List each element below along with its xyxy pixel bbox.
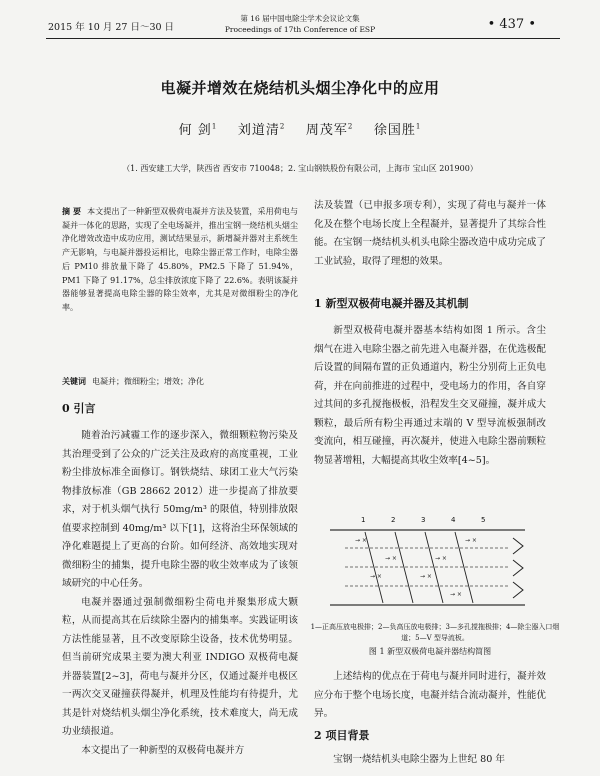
callout-3: 3 [421,516,426,524]
channel-dividers [345,548,510,586]
author: 刘道清$^2$ [237,122,286,138]
author-list [0,119,600,138]
right-column-continuation [314,197,546,271]
svg-text:→ ×: → × [385,555,397,562]
abstract-text: 本文提出了一种新型双极荷电凝并方法及装置，采用荷电与凝并一体化的思路，实现了全电场凝并，推出宝钢一烧结机头烟尘净化增效改造中成功应用，测试结果显示，新增凝并器对主系统生产无影响，与电凝并器投运相比，电除尘器正常工作时，电除尘器后 PM10 排放量下降了 45.80%，PM2.5 下降了 51.94%，PM1 下降了 91.17%，总尘排放浓度下降了 22.6%。表明该凝并器能够显著提高电除尘器的除尘效率，尤其是对微细粉尘的净化率。 [62,207,298,312]
header-rule [46,38,560,39]
section-heading-mechanism: 1 新型双极荷电凝并器及其机制 [314,297,469,310]
callout-4: 4 [451,516,456,524]
svg-text:→ ×: → × [420,573,432,580]
v-guide-plates [513,538,523,598]
callout-2: 2 [391,516,396,524]
abstract-label: 摘 要 [62,206,82,216]
background-body [314,751,546,770]
section-heading-background: 2 项目背景 [314,729,370,742]
affiliation: （1. 西安建工大学，陕西省 西安市 710048；2. 宝山钢铁股份有限公司，上海市 宝山区 201900） [122,164,478,173]
author: 周茂军$^2$ [305,122,354,138]
paragraph: 新型双极荷电凝并器基本结构如图 1 所示。含尘烟气在进入电除尘器之前先进入电凝并器，在优选极配后设置的间隔布置的正负通道内，粉尘分别荷上正负电荷，并在向前推进的过程中，受电场力的作用，各自穿过其间的多孔搅拖极板，沿程发生交叉碰撞，凝并成大颗粒，最后所有粉尘再通过末端的 V 型导流板强制改变流向，相互碰撞，再次凝并，使进入电除尘器前颗粒物显著增粗，大幅提高其收尘效率[4~5]。 [314,325,546,466]
coagulator-diagram [325,510,545,615]
paper-title: 电凝并增效在烧结机头烟尘净化中的应用 [160,79,440,97]
svg-text:→ ×: → × [370,573,382,580]
callout-5: 5 [481,516,486,524]
paragraph: 上述结构的优点在于荷电与凝并同时进行，凝并效应分布于整个电场长度，电凝并结合流动凝并，性能优异。 [314,671,546,719]
paragraph: 随着治污减霾工作的逐步深入，微细颗粒物污染及其治理受到了公众的广泛关注及政府的高度重视，工业粉尘排放标准全面修订。钢铁烧结、球团工业大气污染物排放标准（GB 28662 2012）进一步提高了排放要求，对于机头烟气执行 50mg/m³ 的限值，特别排放限值要求控制到 40mg/m³ 以下[1]，这将治尘环保领域的净化难题提上了更高的台阶。如何经济、高效地实现对微细粉尘的捕集，提升电除尘器的收尘效率成为了该领域研究的中心任务。 [62,430,298,589]
svg-text:→ ×: → × [435,555,447,562]
svg-text:→ ×: → × [450,591,462,598]
conference-title-cn: 第 16 届中国电除尘学术会议论文集 [240,14,360,23]
paragraph: 本文提出了一种新型的双极荷电凝并方 [81,744,245,756]
header-date: 2015 年 10 月 27 日～30 日 [48,22,175,33]
paragraph: 宝钢一烧结机头电除尘器为上世纪 80 年 [333,754,505,765]
mechanism-body [314,322,546,470]
author: 徐国胜$^1$ [373,122,422,138]
abstract [62,205,298,315]
paragraph: 法及装置（已申报多项专利），实现了荷电与凝并一体化及在整个电场长度上全程凝并，显著提升了其综合性能。在宝钢一烧结机头机头电除尘器改造中成功完成了工业试验，取得了理想的效果。 [314,200,546,267]
page-number: • 437 • [487,17,536,32]
svg-text:→ ×: → × [465,537,477,544]
conference-title-en: Proceedings of 17th Conference of ESP [224,25,376,34]
post-figure-body [314,668,546,724]
section-heading-intro: 0 引言 [62,402,96,415]
figure-caption: 图 1 新型双极荷电凝并器结构简图 [368,647,492,656]
intro-body [62,427,298,760]
keywords-label: 关键词 [62,376,86,386]
figure-legend: 1—正高压放电极排；2—负高压放电极排；3—多孔搅拖极排；4—除尘器入口烟道；5—V 型导流板。 [310,623,560,642]
keywords-text: 电凝并；微细粉尘；增效；净化 [92,377,204,386]
header-conference [200,13,400,35]
callout-1: 1 [361,516,366,524]
svg-text:→ ×: → × [355,537,367,544]
author: 何 剑$^1$ [178,122,218,138]
keywords [62,376,298,387]
paragraph: 电凝并器通过强制微细粉尘荷电并聚集形成大颗粒，从而提高其在后续除尘器内的捕集率。实践证明该方法性能显著，且不改变原除尘设备，技术优势明显。但当前研究成果主要为澳大利亚 INDIGO 双极荷电凝并器装置[2~3]，荷电与凝并分区，仅通过凝并电极区一两次交叉碰撞获得凝并，机理及性能均有待提升，尤其是针对烧结机头烟尘净化系统，技术难度大，尚无成功业绩报道。 [62,596,298,737]
figure-callouts [361,516,485,524]
